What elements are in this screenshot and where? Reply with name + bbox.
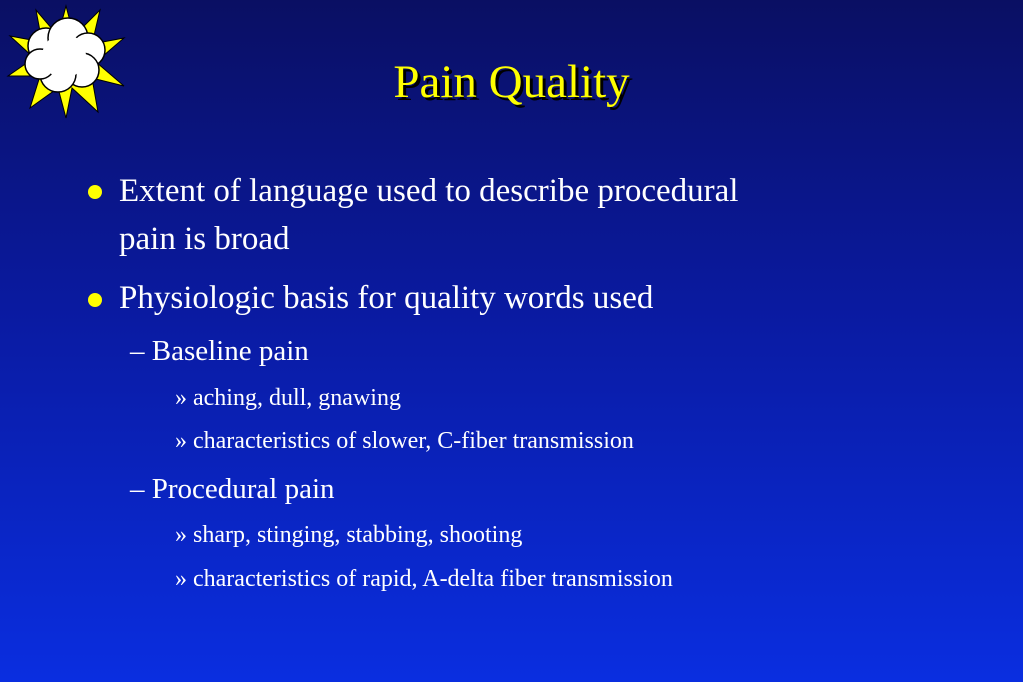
sub-bullet-procedural-pain: – Procedural pain xyxy=(130,473,335,505)
bullet-2-text: Physiologic basis for quality words used xyxy=(119,280,654,316)
sub-sub-bullet: » characteristics of slower, C-fiber transmission xyxy=(175,428,634,454)
bullet-dot xyxy=(88,185,102,199)
bullet-1-line-1: Extent of language used to describe procedural xyxy=(119,173,739,209)
bullet-dot xyxy=(88,293,102,307)
sub-sub-bullet: » aching, dull, gnawing xyxy=(175,385,401,411)
sub-sub-bullet: » characteristics of rapid, A-delta fiber transmission xyxy=(175,566,673,592)
bullet-1-line-2: pain is broad xyxy=(119,221,290,257)
sub-sub-bullet: » sharp, stinging, stabbing, shooting xyxy=(175,522,523,548)
slide-title: Pain Quality xyxy=(393,56,630,108)
sub-bullet-baseline-pain: – Baseline pain xyxy=(130,335,309,367)
